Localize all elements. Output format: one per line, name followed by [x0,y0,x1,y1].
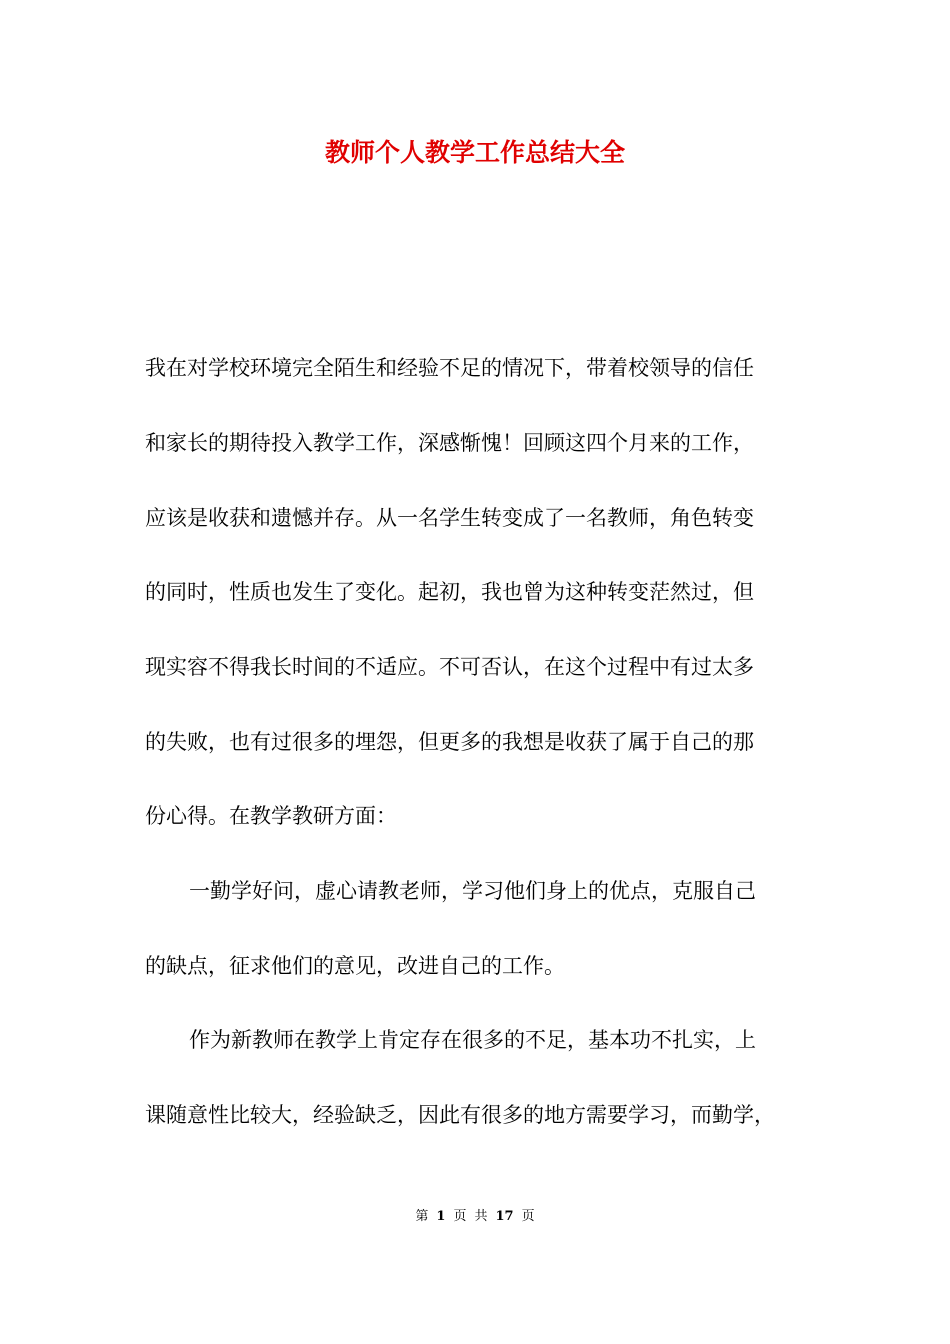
paragraph-line: 和家长的期待投入教学工作，深感惭愧！回顾这四个月来的工作， [145,431,754,455]
paragraph-line: 的同时，性质也发生了变化。起初，我也曾为这种转变茫然过，但 [145,580,754,604]
document-title: 教师个人教学工作总结大全 [324,138,625,167]
paragraph-line: 现实容不得我长时间的不适应。不可否认，在这个过程中有过太多 [145,655,754,679]
paragraph-line: 的缺点，征求他们的意见，改进自己的工作。 [145,954,565,978]
footer-label-end: 页 [521,1209,535,1224]
total-pages-number: 17 [495,1209,514,1224]
page-footer [0,1208,950,1226]
paragraph-line: 份心得。在教学教研方面： [145,804,397,828]
paragraph-line: 我在对学校环境完全陌生和经验不足的情况下，带着校领导的信任 [145,356,754,380]
paragraph-line: 一勤学好问，虚心请教老师，学习他们身上的优点，克服自己 [189,879,756,903]
footer-label-of: 页 [453,1209,467,1224]
footer-label-page: 第 [415,1209,429,1224]
footer-label-total: 共 [474,1209,488,1224]
paragraph-line: 应该是收获和遗憾并存。从一名学生转变成了一名教师，角色转变 [145,506,754,530]
current-page-number: 1 [436,1209,446,1224]
paragraph-line: 作为新教师在教学上肯定存在很多的不足，基本功不扎实，上 [189,1028,756,1052]
paragraph-line: 课随意性比较大，经验缺乏，因此有很多的地方需要学习，而勤学， [145,1103,775,1127]
paragraph-line: 的失败，也有过很多的埋怨，但更多的我想是收获了属于自己的那 [145,730,754,754]
